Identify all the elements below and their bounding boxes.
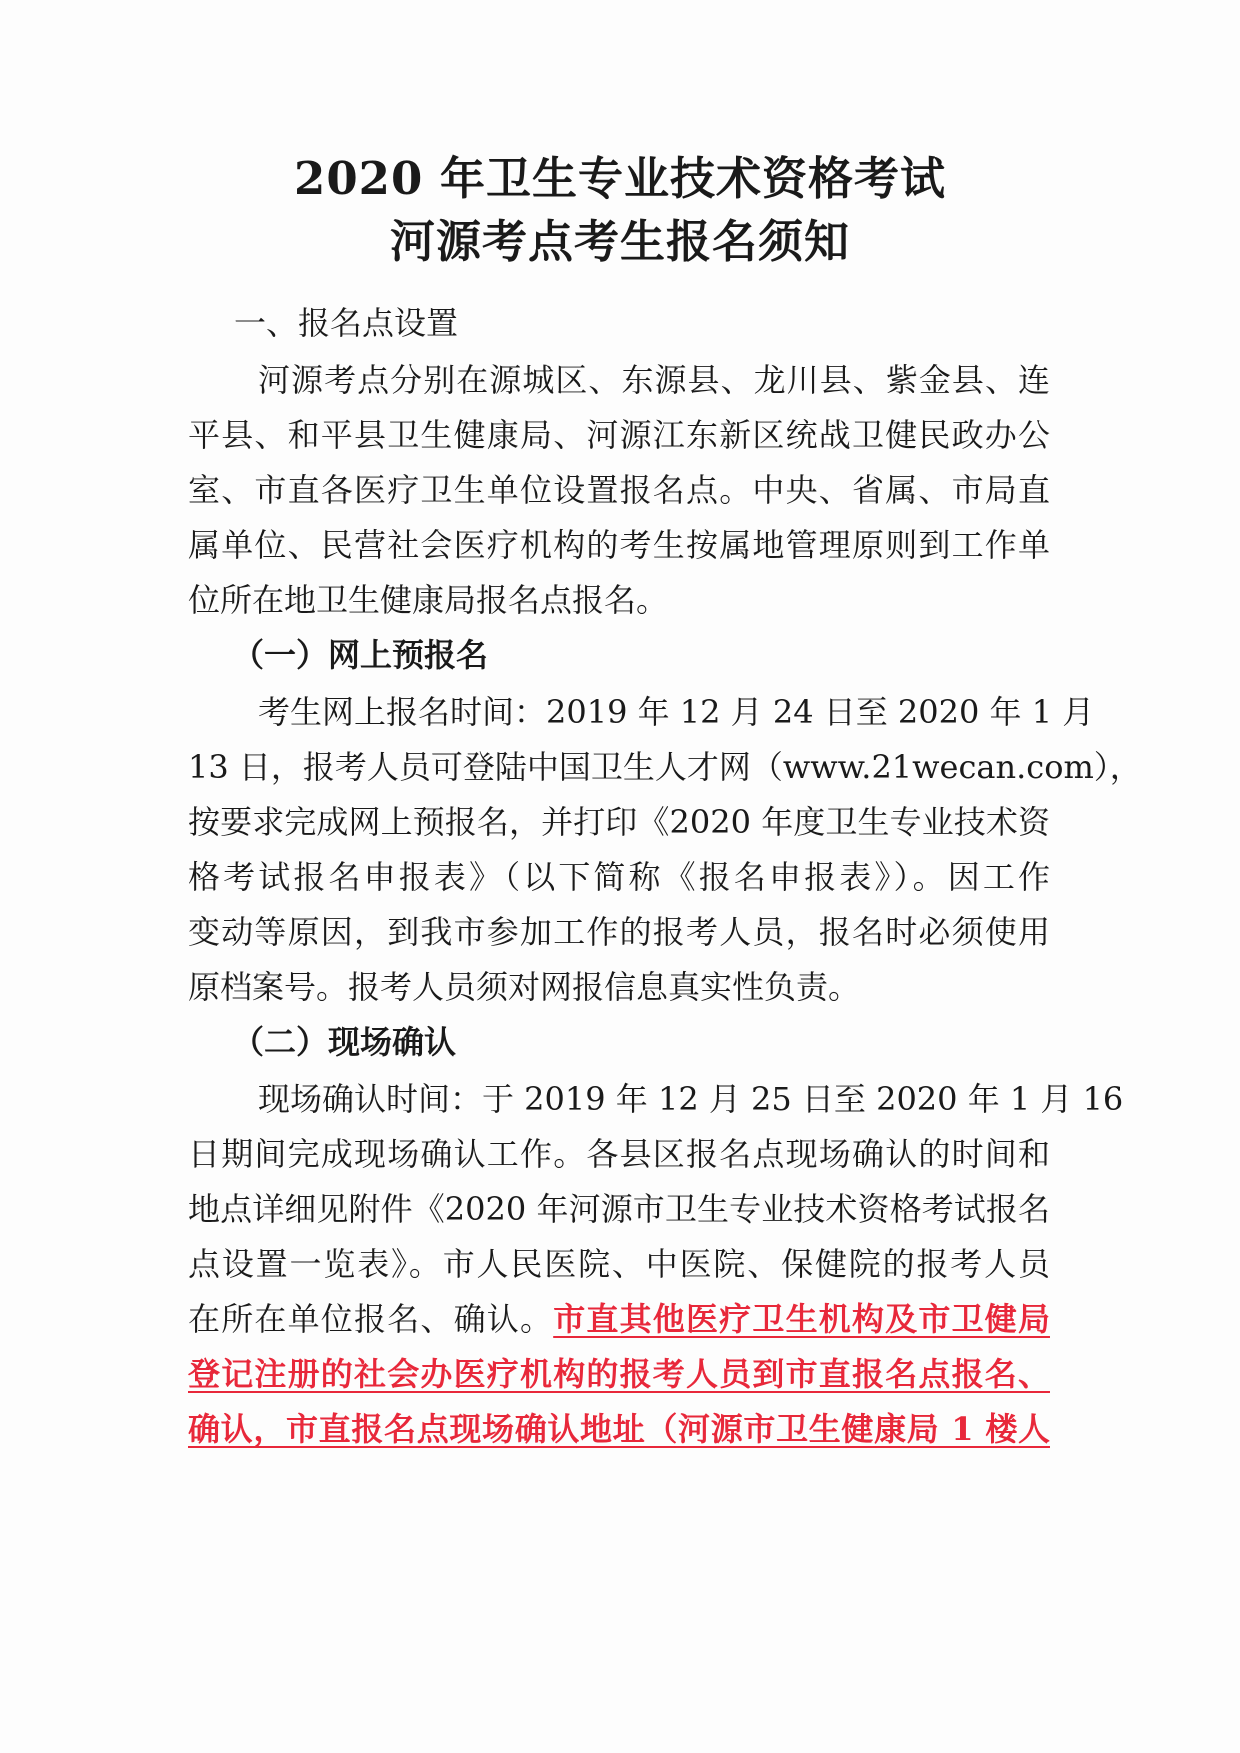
paragraph-line-highlighted	[188, 1404, 1050, 1450]
paragraph-line: 室、市直各医疗卫生单位设置报名点。中央、省属、市局直	[188, 471, 1050, 509]
paragraph-line: 考生网上报名时间：2019 年 12 月 24 日至 2020 年 1 月	[258, 693, 1095, 731]
section-heading-registration-points: 一、报名点设置	[234, 304, 459, 342]
paragraph-line: 变动等原因，到我市参加工作的报考人员，报名时必须使用	[188, 913, 1050, 951]
paragraph-line: 位所在地卫生健康局报名点报名。	[188, 581, 669, 619]
subsection-heading-online-registration: （一）网上预报名	[232, 636, 489, 674]
subsection-heading-onsite-confirmation: （二）现场确认	[232, 1023, 457, 1061]
paragraph-line: 地点详细见附件《2020 年河源市卫生专业技术资格考试报名	[188, 1190, 1050, 1228]
paragraph-line: 格考试报名申报表》（以下简称《报名申报表》）。因工作	[188, 858, 1050, 896]
document-title-line-1: 2020 年卫生专业技术资格考试	[294, 152, 946, 205]
paragraph-line: 河源考点分别在源城区、东源县、龙川县、紫金县、连	[258, 361, 1050, 399]
highlighted-text: 确认，市直报名点现场确认地址（河源市卫生健康局 1 楼人	[188, 1410, 1050, 1448]
paragraph-line: 现场确认时间：于 2019 年 12 月 25 日至 2020 年 1 月 16	[258, 1080, 1124, 1118]
normal-text: 在所在单位报名、确认。	[188, 1300, 554, 1338]
paragraph-line: 按要求完成网上预报名，并打印《2020 年度卫生专业技术资	[188, 803, 1050, 841]
highlighted-text: 市直其他医疗卫生机构及市卫健局	[553, 1300, 1050, 1338]
paragraph-line-mixed	[188, 1294, 1050, 1340]
paragraph-line: 点设置一览表》。市人民医院、中医院、保健院的报考人员	[188, 1245, 1050, 1283]
paragraph-line: 属单位、民营社会医疗机构的考生按属地管理原则到工作单	[188, 526, 1050, 564]
highlighted-text: 登记注册的社会办医疗机构的报考人员到市直报名点报名、	[188, 1355, 1050, 1393]
paragraph-line-highlighted	[188, 1349, 1050, 1395]
paragraph-line: 日期间完成现场确认工作。各县区报名点现场确认的时间和	[188, 1135, 1050, 1173]
paragraph-line: 平县、和平县卫生健康局、河源江东新区统战卫健民政办公	[188, 416, 1050, 454]
paragraph-line: 原档案号。报考人员须对网报信息真实性负责。	[188, 968, 861, 1006]
document-title-line-2: 河源考点考生报名须知	[389, 215, 850, 268]
paragraph-line: 13 日，报考人员可登陆中国卫生人才网（www.21wecan.com），	[188, 748, 1142, 786]
